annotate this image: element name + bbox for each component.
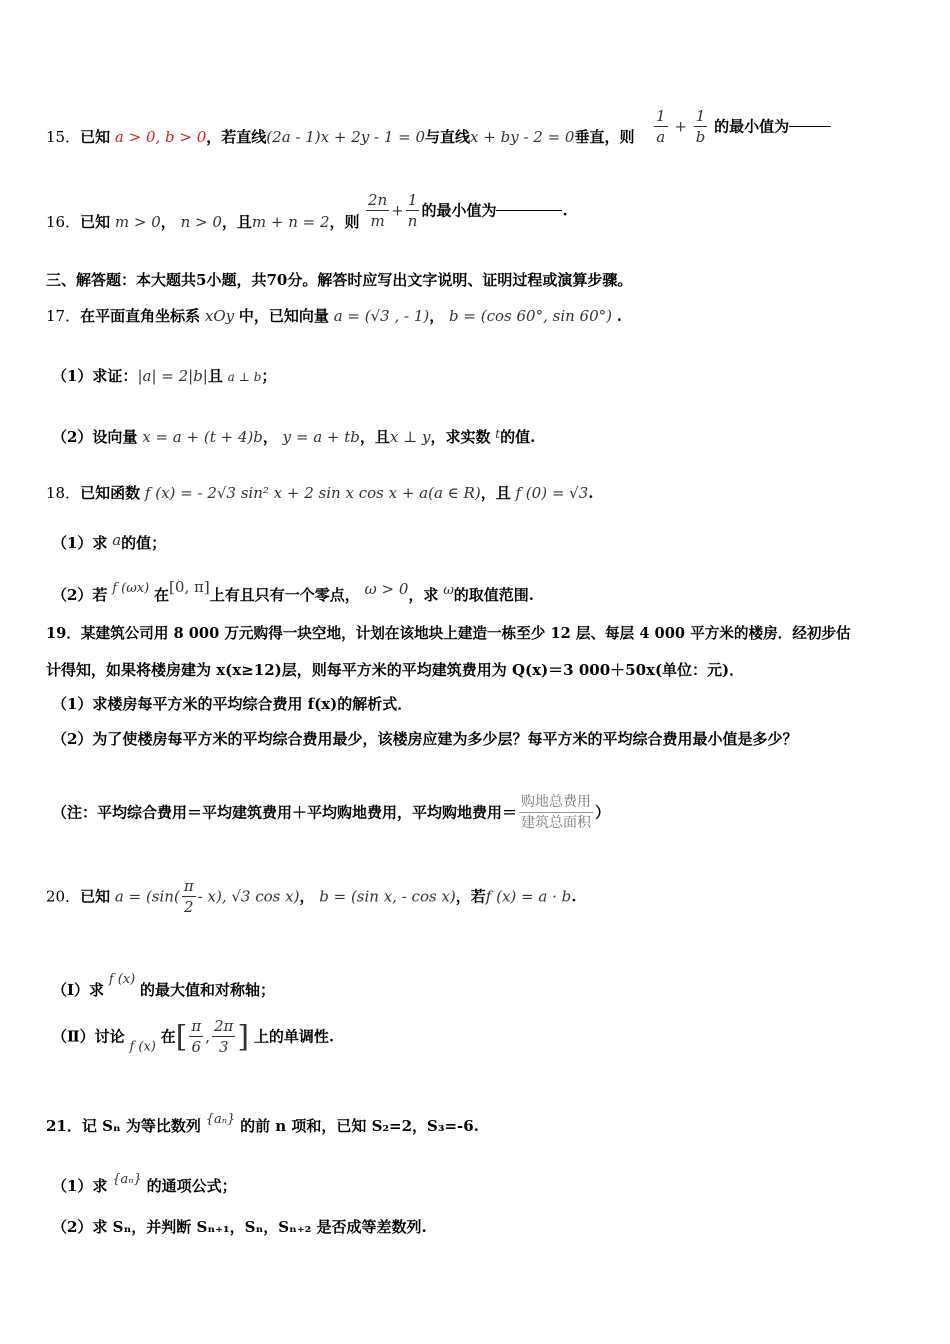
q15-line: [46, 127, 634, 147]
q20-left-bracket: [: [175, 1019, 188, 1055]
q15-text-2: ，若直线: [206, 128, 267, 146]
q17-part-1-label: （1）求证：: [52, 367, 138, 385]
q15-answer-blank[interactable]: [789, 126, 831, 127]
q17-part-1-norm: |a| = 2|b|: [137, 367, 208, 385]
q16-text-1: 已知: [80, 213, 111, 231]
q18-part-2-text-2: 上有且只有一个零点，: [209, 586, 360, 604]
q16-line: [46, 212, 360, 232]
q15-fraction-1: $\frac{1}{a}$: [656, 107, 666, 146]
q21-text-2: 的前 n 项和，已知 S₂=2，S₃=-6.: [240, 1117, 479, 1135]
q18-part-2-interval: [0, π]: [169, 578, 210, 596]
q17-part-1-end: ；: [261, 367, 277, 385]
q21-text-1: 21．记 Sₙ 为等比数列: [46, 1117, 201, 1135]
q17-number: 17．: [46, 307, 81, 325]
q18-part-1-text: 的值；: [121, 534, 167, 552]
q17-system: xOy: [204, 307, 235, 325]
q18-text-2: ，且: [480, 484, 511, 502]
q20-part-2-label: （Ⅱ）讨论: [52, 1027, 125, 1046]
q16-cond-1: m > 0: [114, 213, 161, 231]
q18-end: .: [588, 484, 594, 502]
q19-note: [52, 792, 610, 833]
q17-part-2-sep: ，: [262, 428, 278, 446]
q16-cond-2: n > 0: [180, 213, 222, 231]
q20-part-1-text: 的最大值和对称轴；: [140, 981, 276, 999]
q18-part-1-var: a: [112, 531, 122, 549]
q16-cond-3: m + n = 2: [251, 213, 330, 231]
q18-part-2-f: f (ωx): [112, 581, 150, 596]
q15-condition: a > 0, b > 0: [114, 128, 207, 146]
q17-vector-b: b = (cos 60°, sin 60°): [449, 307, 612, 325]
q17-part-2-perp: x ⊥ y: [389, 428, 431, 446]
q19-line-1: 19．某建筑公司用 8 000 万元购得一块空地，计划在该地块上建造一栋至少 12 层、每层 4 000 平方米的楼房．经初步估: [46, 625, 851, 642]
q16-expression: [364, 190, 568, 231]
q17-part-2-y: y = a + tb: [282, 428, 360, 446]
q18-line: [46, 483, 594, 503]
q19-line-2: 计得知，如果将楼房建为 x(x≥12)层，则每平方米的平均建筑费用为 Q(x)＝3 000＋50x(单位：元)．: [46, 661, 745, 679]
q19-part-1: （1）求楼房每平方米的平均综合费用 f(x)的解析式．: [52, 695, 413, 713]
q20-part-2: （Ⅱ）讨论 f (x) 在[ $\frac{\pi}{6}$ , $\frac{2\pi}{3}$ ] 上的单调性.: [52, 1017, 335, 1056]
q16-fraction-1: $\frac{2n}{m}$: [368, 191, 388, 230]
q18-part-2-text-3: ，求: [408, 586, 439, 604]
q17-end: .: [616, 307, 623, 325]
q15-text-1: 已知: [80, 128, 111, 146]
q21-sequence: {aₙ}: [205, 1112, 236, 1127]
q19-note-fraction: $\frac{\text{购地总费用}}{\text{建筑总面积}}$: [521, 794, 592, 831]
q20-pi-over-2: $\frac{\pi}{2}$: [183, 877, 194, 916]
q15-text-4: 垂直，则: [574, 128, 635, 146]
q16-answer-blank[interactable]: [496, 210, 562, 211]
q18-part-1: [52, 530, 166, 553]
q21-part-1-label: （1）求: [52, 1177, 108, 1195]
q16-end: .: [562, 201, 568, 220]
q16-text-3: ，且: [221, 213, 252, 231]
q17-part-2-text-2: ，求实数: [430, 428, 491, 446]
q18-part-2-text-4: 的取值范围.: [453, 586, 535, 604]
q20-sep: ，: [299, 887, 315, 906]
q20-text-2: ，若: [455, 887, 486, 906]
q20-interval-start: $\frac{\pi}{6}$: [191, 1017, 202, 1056]
q16-number: 16．: [46, 213, 81, 231]
q20-number: 20．: [46, 887, 81, 906]
q20-text-1: 已知: [80, 887, 111, 906]
q19-note-end: ）: [595, 803, 611, 822]
q17-line: [46, 306, 622, 326]
q18-part-2-text-1: 在: [154, 586, 170, 604]
q20-f-def: f (x) = a · b: [485, 887, 572, 906]
q18-part-1-label: （1）求: [52, 534, 108, 552]
section-3-heading: 三、解答题：本大题共5小题，共70分。解答时应写出文字说明、证明过程或演算步骤。: [46, 271, 633, 289]
q20-part-2-text-1: 在: [160, 1027, 176, 1046]
q18-part-2-cond: ω > 0: [364, 580, 409, 598]
q15-plus: +: [674, 117, 687, 136]
q20-interval-end: $\frac{2\pi}{3}$: [214, 1017, 234, 1056]
q20-part-2-f: f (x): [129, 1039, 156, 1055]
q16-plus: +: [391, 201, 404, 220]
q17-part-2-text-3: 的值.: [500, 428, 536, 446]
q18-condition: f (0) = √3: [515, 484, 589, 502]
q20-part-1-f: f (x): [108, 972, 136, 987]
q15-text-5: 的最小值为: [714, 117, 790, 136]
q18-number: 18．: [46, 484, 81, 502]
q18-function: f (x) = - 2√3 sin² x + 2 sin x cos x + a(a ∈ R): [144, 484, 481, 502]
q20-vector-a-rhs: - x), √3 cos x): [197, 887, 300, 906]
q17-text-1: 在平面直角坐标系: [80, 307, 201, 325]
q16-text-4: ，则: [329, 213, 360, 231]
q21-part-2: （2）求 Sₙ，并判断 Sₙ₊₁，Sₙ，Sₙ₊₂ 是否成等差数列.: [52, 1218, 427, 1236]
q17-part-2-label: （2）设向量: [52, 428, 138, 446]
q15-line2: x + by - 2 = 0: [470, 128, 575, 146]
q20-right-bracket: ]: [237, 1019, 250, 1055]
q21-part-1-text: 的通项公式；: [146, 1177, 237, 1195]
q20-part-2-text-2: 上的单调性.: [253, 1027, 335, 1046]
q19-part-2: （2）为了使楼房每平方米的平均综合费用最少，该楼房应建为多少层？每平方米的平均综合费用最小值是多少？: [52, 730, 798, 748]
q20-vector-b: b = (sin x, - cos x): [319, 887, 456, 906]
q20-vector-a-lhs: a = (sin(: [114, 887, 180, 906]
q18-part-2-var: ω: [443, 583, 454, 598]
q21-line: [46, 1110, 479, 1136]
q20-part-1-label: （Ⅰ）求: [52, 981, 105, 999]
q16-text-5: 的最小值为: [421, 201, 497, 220]
q15-expression: [652, 106, 831, 147]
q17-part-1-perp: a ⊥ b: [227, 370, 262, 384]
q16-text-2: ，: [160, 213, 176, 231]
q19-note-text: （注：平均综合费用＝平均建筑费用＋平均购地费用，平均购地费用＝: [52, 803, 518, 822]
q17-part-1: [52, 366, 276, 387]
q21-part-1: [52, 1170, 237, 1196]
q18-part-2-label: （2）若: [52, 586, 108, 604]
q17-part-2-text-1: ，且: [359, 428, 390, 446]
q15-text-3: 与直线: [425, 128, 471, 146]
q17-text-2: 中，已知向量: [238, 307, 329, 325]
q15-line1: (2a - 1)x + 2y - 1 = 0: [266, 128, 426, 146]
q17-vector-a: a = (√3 , - 1): [333, 307, 430, 325]
q17-text-3: ，: [429, 307, 445, 325]
q21-part-1-sequence: {aₙ}: [112, 1172, 142, 1187]
q18-part-2: [52, 577, 534, 605]
q17-part-2-x: x = a + (t + 4)b: [142, 428, 263, 446]
q16-fraction-2: $\frac{1}{n}$: [407, 191, 418, 230]
q20-end: .: [571, 887, 577, 906]
q17-part-1-and: 且: [207, 367, 223, 385]
q18-text-1: 已知函数: [80, 484, 141, 502]
q17-part-2: [52, 424, 535, 447]
q20-part-1: [52, 970, 275, 1000]
q20-line: [46, 876, 576, 917]
q15-number: 15．: [46, 128, 81, 146]
q17-part-2-var: t: [495, 427, 501, 441]
q15-fraction-2: $\frac{1}{b}$: [695, 107, 706, 146]
